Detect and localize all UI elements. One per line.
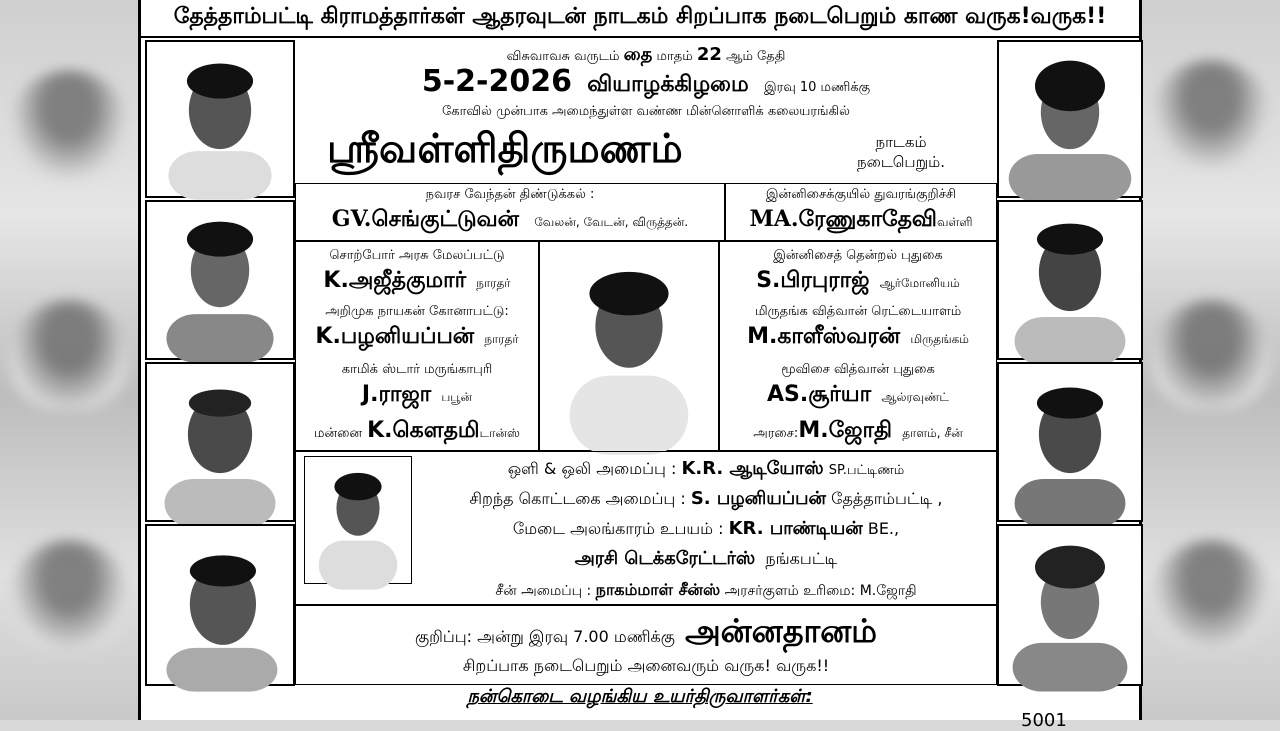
blurred-face	[1152, 60, 1270, 170]
actress-photo	[997, 40, 1143, 198]
blurred-face	[10, 70, 128, 180]
venue-line: கோவில் முன்பாக அமைந்துள்ள வண்ண மின்னொளிக் கலையரங்கில்	[442, 104, 850, 119]
sponsor-photo	[304, 456, 412, 584]
actor-photo	[997, 362, 1143, 522]
lead-actor-photo	[539, 241, 719, 451]
notice-block: குறிப்பு: அன்று இரவு 7.00 மணிக்கு அன்னதானம் சிறப்பாக நடைபெறும் அனைவரும் வருக! வருக!!	[295, 605, 997, 685]
actor-photo	[145, 362, 295, 522]
actor-photo	[145, 524, 295, 686]
donors-partial-line: 5001	[1021, 710, 1067, 731]
actor-photo	[997, 200, 1143, 360]
left-blurred-panel	[0, 0, 138, 720]
year-line: விசுவாவசு வருடம் தை மாதம் 22 ஆம் தேதி	[506, 44, 786, 65]
cast-right-block: இன்னிசைத் தென்றல் புதுகை S.பிரபுராஜ் ஆர்மோனியம் மிருதங்க வித்வான் ரெட்டையாளம் M.காளீஸ்வரன் மிருதங்கம் மூவிசை வித்வான் புதுகை AS.சூர்யா ஆல்ரவுண்ட் அரசை:M.ஜோதி தாளம், சீன்	[719, 241, 997, 451]
blurred-face	[10, 300, 128, 410]
blurred-face	[10, 540, 128, 650]
date-line: 5-2-2026 வியாழக்கிழமை இரவு 10 மணிக்கு	[421, 64, 871, 99]
actor-photo	[145, 40, 295, 198]
cast-gv: நவரச வேந்தன் திண்டுக்கல் : GV.செங்குட்டுவன் வேலன், வேடன், விருத்தன்.	[295, 183, 725, 241]
drama-poster	[138, 0, 1142, 731]
blurred-face	[1152, 540, 1270, 650]
top-banner-line: தேத்தாம்பட்டி கிராமத்தார்கள் ஆதரவுடன் நாடகம் சிறப்பாக நடைபெறும் காண வருக!வருக!!	[141, 0, 1139, 38]
event-info	[297, 40, 995, 183]
title-suffix: நாடகம் நடைபெறும்.	[857, 133, 945, 171]
right-blurred-panel	[1142, 0, 1280, 720]
cast-left-block: சொற்போர் அரசு மேலப்பட்டு K.அஜீத்குமார் நாரதர் அறிமுக நாயகன் கோனாபட்டு: K.பழனியப்பன் நாரதர் காமிக் ஸ்டார் மருங்காபுரி J.ராஜா பபூன் மன்னை K.கௌதமிடான்ஸ்	[295, 241, 539, 451]
drama-title: ஸ்ரீவள்ளிதிருமணம்	[327, 126, 683, 172]
blurred-face	[1152, 300, 1270, 410]
donors-heading: நன்கொடை வழங்கிய உயர்திருவாளர்கள்:	[467, 686, 813, 707]
cast-ma: இன்னிசைக்குயில் துவரங்குறிச்சி MA.ரேணுகாதேவிவள்ளி	[725, 183, 997, 241]
credits-block: ஒளி & ஒலி அமைப்பு : K.R. ஆடியோஸ் SP.பட்டிணம் சிறந்த கொட்டகை அமைப்பு : S. பழனியப்பன் தேத்தாம்பட்டி , மேடை அலங்காரம் உபயம் : KR. பாண்டியன் BE., அரசி டெக்கரேட்டர்ஸ் நங்கபட்டி சீன் அமைப்பு : நாகம்மாள் சீன்ஸ் அரசர்குளம் உரிமை: M.ஜோதி	[295, 451, 997, 605]
annadanam-title: அன்னதானம்	[685, 612, 878, 650]
actress-photo	[997, 524, 1143, 686]
actor-photo	[145, 200, 295, 360]
